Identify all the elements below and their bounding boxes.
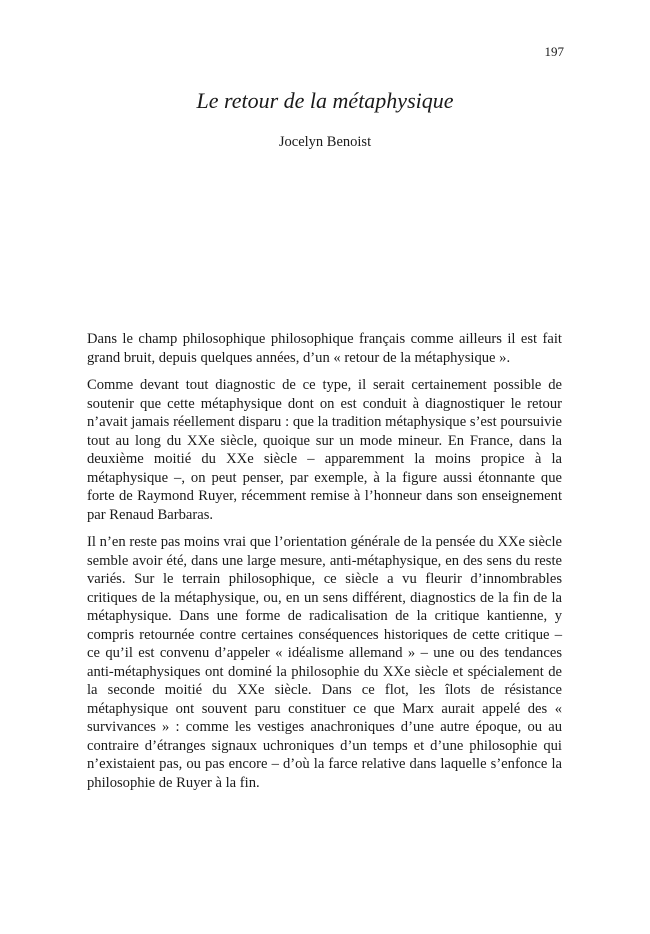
- paragraph-1: Dans le champ philosophique philosophique français comme ailleurs il est fait grand bruit, depuis quelques années, d’un « retour de la métaphysique ».: [87, 331, 562, 366]
- body-text: [87, 330, 562, 801]
- chapter-title: Le retour de la métaphysique: [196, 88, 454, 113]
- paragraph-3: Il n’en reste pas moins vrai que l’orientation générale de la pensée du XXe siècle semble avoir été, dans une large mesure, anti-métaphysique, en des sens du reste variés. Sur le terrain philosophique, ce siècle a vu fleurir d’innombrables critiques de la métaphysique, ou, en un sens différent, diagnostics de la fin de la métaphysique. Dans une forme de radicalisation de la critique kantienne, y compris retournée contre certaines conséquences historiques de cette critique – ce qu’il est convenu d’appeler « idéalisme allemand » – une ou des tendances anti-métaphysiques ont dominé la philosophie du XXe siècle et spécialement de la seconde moitié du XXe siècle. Dans ce flot, les îlots de résistance métaphysique ont souvent paru constituer ce que Marx aurait appelé des « survivances » : comme les vestiges anachroniques d’une autre époque, ou au contraire d’étranges signaux uchroniques d’un temps et d’une philosophie qui n’existaient pas, ou pas encore – d’où la farce relative dans laquelle s’enfonce la philosophie de Ruyer à la fin.: [87, 534, 562, 791]
- paragraph-2: Comme devant tout diagnostic de ce type, il serait certainement possible de soutenir que cette métaphysique dont on est conduit à diagnostiquer le retour n’avait jamais réellement disparu : que la tradition métaphysique s’est poursuivie tout au long du XXe siècle, quoique sur un mode mineur. En France, dans la deuxième moitié du XXe siècle – apparemment la moins propice à la métaphysique –, on peut penser, par exemple, à la figure aussi étonnante que forte de Raymond Ruyer, récemment remise à l’honneur dans son enseignement par Renaud Barbaras.: [87, 377, 562, 523]
- page-number: 197: [544, 44, 564, 59]
- author-name: Jocelyn Benoist: [278, 134, 372, 150]
